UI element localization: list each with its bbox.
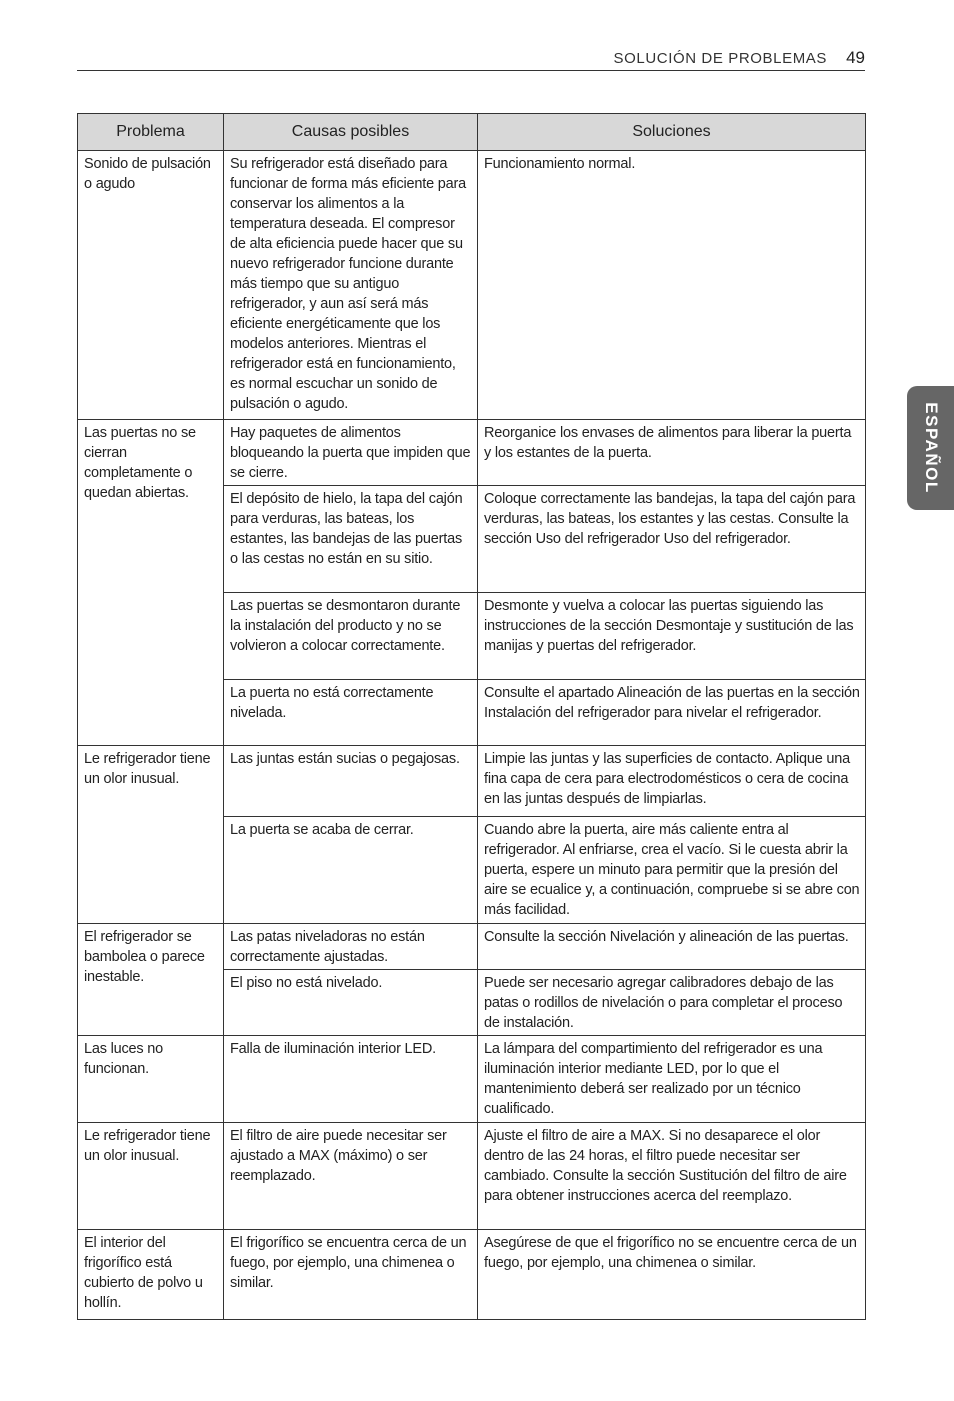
solution-cell: Puede ser necesario agregar calibradores debajo de las patas o rodillos de nivelación o para completar el proceso de instalación. bbox=[478, 970, 866, 1036]
solution-cell: Consulte el apartado Alineación de las puertas en la sección Instalación del refrigerador para nivelar el refrigerador. bbox=[478, 680, 866, 746]
solution-cell: Ajuste el filtro de aire a MAX. Si no desaparece el olor dentro de las 24 horas, el filtro puede necesitar ser cambiado. Consulte la sección Sustitución del filtro de aire para obtener instrucciones acerca del reemplazo. bbox=[478, 1123, 866, 1230]
cause-cell: El frigorífico se encuentra cerca de un fuego, por ejemplo, una chimenea o similar. bbox=[224, 1230, 478, 1320]
cause-cell: Su refrigerador está diseñado para funcionar de forma más eficiente para conservar los alimentos a la temperatura deseada. El compresor de alta eficiencia puede hacer que su nuevo refrigerador funcione durante más tiempo que su antiguo refrigerador, y aun así será más eficiente energéticamente que los modelos anteriores. Mientras el refrigerador está en funcionamiento, es normal escuchar un sonido de pulsación o agudo. bbox=[224, 151, 478, 420]
solution-cell: Limpie las juntas y las superficies de contacto. Aplique una fina capa de cera para electrodomésticos o cera de cocina en las juntas después de limpiarlas. bbox=[478, 746, 866, 817]
solution-cell: Consulte la sección Nivelación y alineación de las puertas. bbox=[478, 924, 866, 970]
cause-cell: Hay paquetes de alimentos bloqueando la puerta que impiden que se cierre. bbox=[224, 420, 478, 486]
solution-cell: Cuando abre la puerta, aire más caliente entra al refrigerador. Al enfriarse, crea el vacío. Si le cuesta abrir la puerta, espere un minuto para permitir que la presión del aire se ecualice y, a continuación, compruebe si se abre con más facilidad. bbox=[478, 817, 866, 924]
solution-cell: Desmonte y vuelva a colocar las puertas siguiendo las instrucciones de la sección Desmontaje y sustitución de las manijas y puertas del refrigerador. bbox=[478, 593, 866, 680]
troubleshooting-table bbox=[77, 113, 866, 1320]
cause-cell: El depósito de hielo, la tapa del cajón para verduras, las bateas, los estantes, las bandejas de las puertas o las cestas no están en su sitio. bbox=[224, 486, 478, 593]
cause-cell: El piso no está nivelado. bbox=[224, 970, 478, 1036]
table-row bbox=[78, 1230, 866, 1320]
problem-cell: Sonido de pulsación o agudo bbox=[78, 151, 224, 420]
problem-cell: Las luces no funcionan. bbox=[78, 1036, 224, 1123]
solution-cell: Asegúrese de que el frigorífico no se encuentre cerca de un fuego, por ejemplo, una chimenea o similar. bbox=[478, 1230, 866, 1320]
column-header-causes: Causas posibles bbox=[224, 114, 478, 151]
solution-cell: La lámpara del compartimiento del refrigerador es una iluminación interior mediante LED, por lo que el mantenimiento deberá ser realizado por un técnico cualificado. bbox=[478, 1036, 866, 1123]
cause-cell: Las patas niveladoras no están correctamente ajustadas. bbox=[224, 924, 478, 970]
column-header-solutions: Soluciones bbox=[478, 114, 866, 151]
solution-cell: Coloque correctamente las bandejas, la tapa del cajón para verduras, las bateas, los estantes y las cestas. Consulte la sección Uso del refrigerador Uso del refrigerador. bbox=[478, 486, 866, 593]
language-tab-label: ESPAÑOL bbox=[921, 402, 941, 494]
table-row bbox=[78, 924, 866, 970]
problem-cell: Le refrigerador tiene un olor inusual. bbox=[78, 746, 224, 924]
table-row bbox=[78, 1123, 866, 1230]
table-row bbox=[78, 420, 866, 486]
column-header-problem: Problema bbox=[78, 114, 224, 151]
table-header-row bbox=[78, 114, 866, 151]
cause-cell: Las puertas se desmontaron durante la instalación del producto y no se volvieron a colocar correctamente. bbox=[224, 593, 478, 680]
page-header bbox=[77, 48, 865, 71]
section-title: SOLUCIÓN DE PROBLEMAS bbox=[613, 50, 827, 67]
solution-cell: Reorganice los envases de alimentos para liberar la puerta y los estantes de la puerta. bbox=[478, 420, 866, 486]
problem-cell: El refrigerador se bambolea o parece inestable. bbox=[78, 924, 224, 1036]
problem-cell: El interior del frigorífico está cubierto de polvo u hollín. bbox=[78, 1230, 224, 1320]
cause-cell: Falla de iluminación interior LED. bbox=[224, 1036, 478, 1123]
table-row bbox=[78, 746, 866, 817]
cause-cell: El filtro de aire puede necesitar ser ajustado a MAX (máximo) o ser reemplazado. bbox=[224, 1123, 478, 1230]
cause-cell: La puerta no está correctamente nivelada. bbox=[224, 680, 478, 746]
problem-cell: Le refrigerador tiene un olor inusual. bbox=[78, 1123, 224, 1230]
solution-cell: Funcionamiento normal. bbox=[478, 151, 866, 420]
language-tab bbox=[907, 386, 954, 510]
problem-cell: Las puertas no se cierran completamente o quedan abiertas. bbox=[78, 420, 224, 746]
cause-cell: Las juntas están sucias o pegajosas. bbox=[224, 746, 478, 817]
cause-cell: La puerta se acaba de cerrar. bbox=[224, 817, 478, 924]
page-number: 49 bbox=[846, 48, 865, 67]
table-row bbox=[78, 1036, 866, 1123]
table-row bbox=[78, 151, 866, 420]
